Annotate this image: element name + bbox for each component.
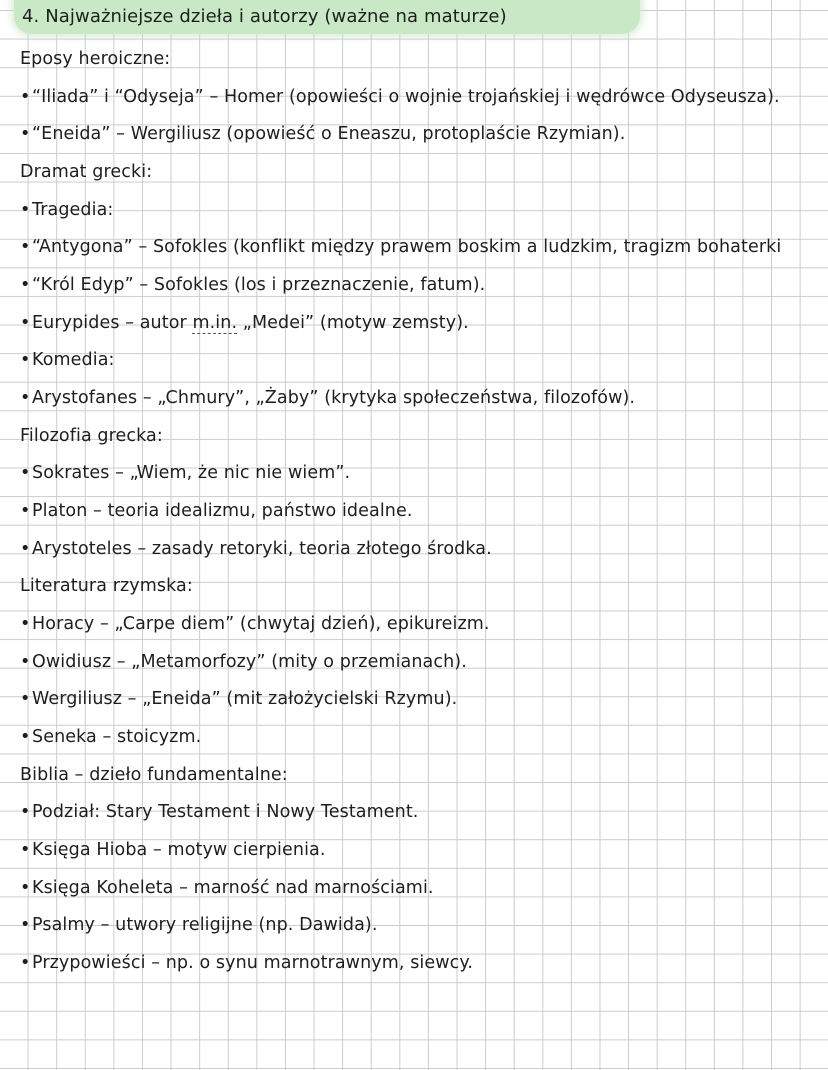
bullet-icon: •: [20, 840, 31, 860]
list-item: [20, 272, 485, 298]
list-item-text: “Iliada” i “Odyseja” – Homer (opowieści o wojnie trojańskiej i wędrówce Odyseusza).: [32, 87, 780, 107]
bullet-icon: •: [20, 915, 31, 935]
list-item: [20, 121, 625, 147]
list-item: [20, 310, 469, 336]
bullet-icon: •: [20, 87, 31, 107]
bullet-icon: •: [20, 953, 31, 973]
bullet-icon: •: [20, 350, 31, 370]
list-item: [20, 498, 413, 524]
bullet-icon: •: [20, 501, 31, 521]
list-item-text: Eurypides – autor: [32, 313, 193, 333]
list-item: [20, 875, 434, 901]
list-item: [20, 460, 350, 486]
list-item-text: Seneka – stoicyzm.: [32, 727, 202, 747]
list-item-text: Platon – teoria idealizmu, państwo idealne.: [32, 501, 413, 521]
list-item-text: „Medei” (motyw zemsty).: [237, 313, 469, 333]
list-item-text: Psalmy – utwory religijne (np. Dawida).: [32, 915, 378, 935]
section-heading-roman-literature: Literatura rzymska:: [20, 576, 193, 596]
section-heading-greek-drama: Dramat grecki:: [20, 162, 153, 182]
list-item-text: Sokrates – „Wiem, że nic nie wiem”.: [32, 463, 351, 483]
list-item: [20, 234, 781, 260]
list-item: [20, 649, 467, 675]
list-item: [20, 347, 115, 373]
bullet-icon: •: [20, 539, 31, 559]
bullet-icon: •: [20, 727, 31, 747]
bullet-icon: •: [20, 124, 31, 144]
list-item: [20, 912, 378, 938]
list-item-text: Księga Koheleta – marność nad marnościami.: [32, 878, 434, 898]
bullet-icon: •: [20, 313, 31, 333]
section-heading-bible: Biblia – dzieło fundamentalne:: [20, 765, 288, 785]
list-item: [20, 197, 113, 223]
list-item-text: “Eneida” – Wergiliusz (opowieść o Eneaszu, protoplaście Rzymian).: [32, 124, 626, 144]
list-item-text: Podział: Stary Testament i Nowy Testament.: [32, 802, 419, 822]
bullet-icon: •: [20, 200, 31, 220]
section-heading-epics: Eposy heroiczne:: [20, 49, 171, 69]
list-item-text: Tragedia:: [32, 200, 114, 220]
list-item-text: “Antygona” – Sofokles (konflikt między prawem boskim a ludzkim, tragizm bohaterki: [32, 237, 782, 257]
bullet-icon: •: [20, 689, 31, 709]
bullet-icon: •: [20, 463, 31, 483]
list-item-text: Arystoteles – zasady retoryki, teoria złotego środka.: [32, 539, 492, 559]
list-item-text-underlined: m.in.: [192, 313, 238, 333]
list-item: [20, 686, 457, 712]
bullet-icon: •: [20, 237, 31, 257]
list-item-text: Horacy – „Carpe diem” (chwytaj dzień), epikureizm.: [32, 614, 490, 634]
list-item: [20, 536, 492, 562]
list-item: [20, 950, 473, 976]
list-item-text: Komedia:: [32, 350, 115, 370]
bullet-icon: •: [20, 878, 31, 898]
list-item: [20, 385, 635, 411]
bullet-icon: •: [20, 275, 31, 295]
list-item-text: Owidiusz – „Metamorfozy” (mity o przemianach).: [32, 652, 467, 672]
list-item: [20, 84, 780, 110]
bullet-icon: •: [20, 388, 31, 408]
list-item: [20, 724, 201, 750]
section-heading-greek-philosophy: Filozofia grecka:: [20, 426, 163, 446]
bullet-icon: •: [20, 802, 31, 822]
bullet-icon: •: [20, 652, 31, 672]
list-item: [20, 799, 418, 825]
list-item: [20, 837, 326, 863]
list-item: [20, 611, 490, 637]
list-item-text: Arystofanes – „Chmury”, „Żaby” (krytyka społeczeństwa, filozofów).: [32, 388, 636, 408]
page-title: 4. Najważniejsze dzieła i autorzy (ważne na maturze): [22, 6, 507, 27]
list-item-text: Wergiliusz – „Eneida” (mit założycielski Rzymu).: [32, 689, 458, 709]
list-item-text: “Król Edyp” – Sofokles (los i przeznaczenie, fatum).: [32, 275, 486, 295]
list-item-text: Przypowieści – np. o synu marnotrawnym, siewcy.: [32, 953, 474, 973]
bullet-icon: •: [20, 614, 31, 634]
list-item-text: Księga Hioba – motyw cierpienia.: [32, 840, 326, 860]
